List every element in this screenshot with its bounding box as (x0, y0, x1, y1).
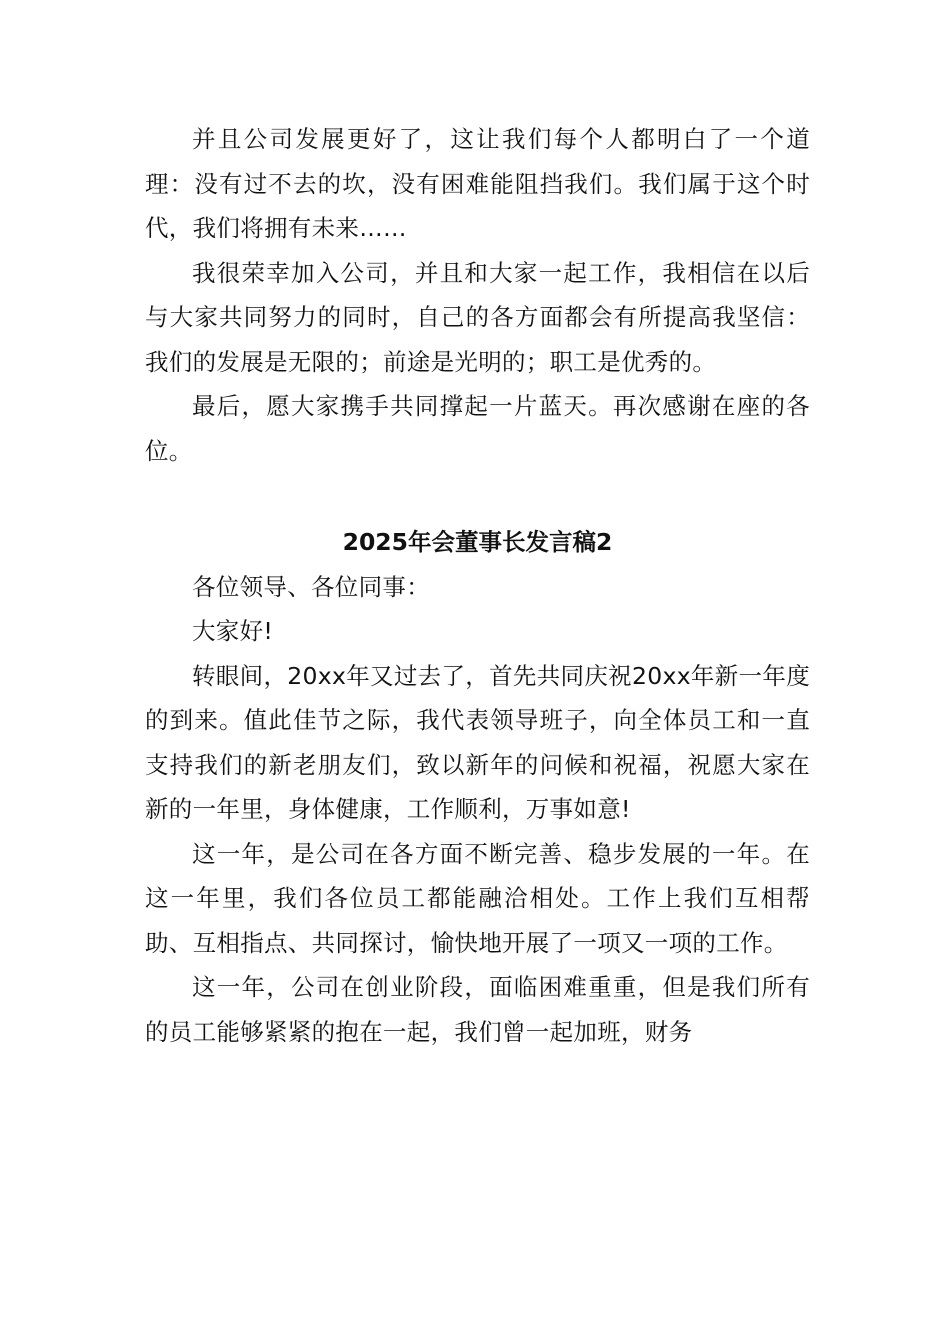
paragraph: 并且公司发展更好了，这让我们每个人都明白了一个道理：没有过不去的坎，没有困难能阻挡我们。我们属于这个时代，我们将拥有未来…… (145, 125, 810, 242)
paragraph: 我很荣幸加入公司，并且和大家一起工作，我相信在以后与大家共同努力的同时，自己的各方面都会有所提高我坚信：我们的发展是无限的；前途是光明的；职工是优秀的。 (145, 258, 810, 376)
salutation: 各位领导、各位同事： (192, 572, 430, 601)
greeting: 大家好! (192, 617, 274, 645)
paragraph: 这一年，是公司在各方面不断完善、稳步发展的一年。在这一年里，我们各位员工都能融洽相处。工作上我们互相帮助、互相指点、共同探讨，愉快地开展了一项又一项的工作。 (145, 839, 810, 957)
paragraph: 转眼间，20xx年又过去了，首先共同庆祝20xx年新一年度的到来。值此佳节之际，我代表领导班子，向全体员工和一直支持我们的新老朋友们，致以新年的问候和祝福，祝愿大家在新的一年里，身体健康，工作顺利，万事如意! (145, 661, 810, 823)
section-spacer (145, 473, 810, 520)
document-body (145, 117, 810, 1054)
section-heading: 2025年会董事长发言稿2 (342, 528, 613, 556)
paragraph: 最后，愿大家携手共同撑起一片蓝天。再次感谢在座的各位。 (145, 392, 810, 465)
paragraph: 这一年，公司在创业阶段，面临困难重重，但是我们所有的员工能够紧紧的抱在一起，我们曾一起加班，财务 (145, 973, 810, 1046)
